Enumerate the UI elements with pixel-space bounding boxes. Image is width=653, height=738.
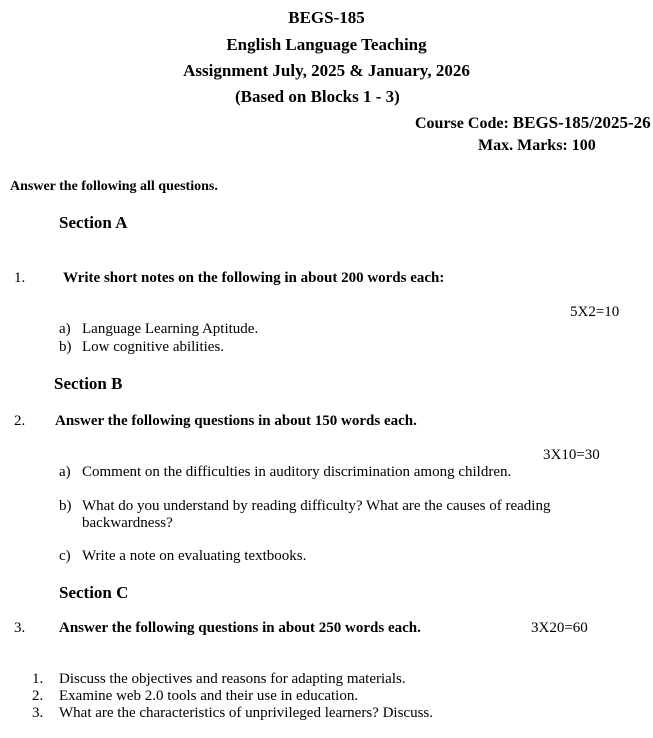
section-c-title: Section C — [59, 583, 129, 602]
list-item: What are the characteristics of unprivileged learners? Discuss. — [59, 705, 434, 721]
course-code-label: Course Code: — [415, 115, 509, 132]
blocks-note: (Based on Blocks 1 - 3) — [235, 87, 400, 106]
question-3-text: Answer the following questions in about 250 words each. — [59, 620, 421, 636]
question-1-text: Write short notes on the following in about 200 words each: — [63, 270, 445, 286]
list-item: What do you understand by reading difficulty? What are the causes of reading backwardness? — [82, 498, 551, 531]
max-marks: Max. Marks: 100 — [478, 137, 596, 154]
question-2-marks: 3X10=30 — [543, 447, 600, 463]
list-item: Low cognitive abilities. — [82, 339, 225, 355]
question-2-text: Answer the following questions in about 150 words each. — [55, 413, 417, 429]
question-2-number: 2. — [14, 413, 26, 429]
list-marker: c) — [59, 548, 71, 564]
list-marker: b) — [59, 498, 72, 514]
list-item: Discuss the objectives and reasons for adapting materials. — [59, 671, 406, 687]
question-3-number: 3. — [14, 620, 26, 636]
question-1-number: 1. — [14, 270, 26, 286]
question-3-marks: 3X20=60 — [531, 620, 588, 636]
list-item: Language Learning Aptitude. — [82, 321, 259, 337]
list-marker: a) — [59, 464, 71, 480]
section-a-title: Section A — [59, 213, 128, 232]
list-item: Examine web 2.0 tools and their use in education. — [59, 688, 359, 704]
list-item: Comment on the difficulties in auditory discrimination among children. — [82, 464, 512, 480]
list-marker: 3. — [32, 705, 44, 721]
list-marker: a) — [59, 321, 71, 337]
question-1-marks: 5X2=10 — [570, 304, 620, 320]
course-id: BEGS-185 — [288, 8, 365, 27]
course-code — [415, 113, 651, 133]
list-marker: b) — [59, 339, 72, 355]
course-code-value: BEGS-185/2025-26 — [512, 113, 651, 132]
assignment-title: Assignment July, 2025 & January, 2026 — [183, 61, 470, 80]
instruction: Answer the following all questions. — [10, 179, 218, 194]
course-title: English Language Teaching — [226, 35, 427, 54]
list-marker: 2. — [32, 688, 44, 704]
list-marker: 1. — [32, 671, 44, 687]
section-b-title: Section B — [54, 374, 123, 393]
list-item: Write a note on evaluating textbooks. — [82, 548, 307, 564]
